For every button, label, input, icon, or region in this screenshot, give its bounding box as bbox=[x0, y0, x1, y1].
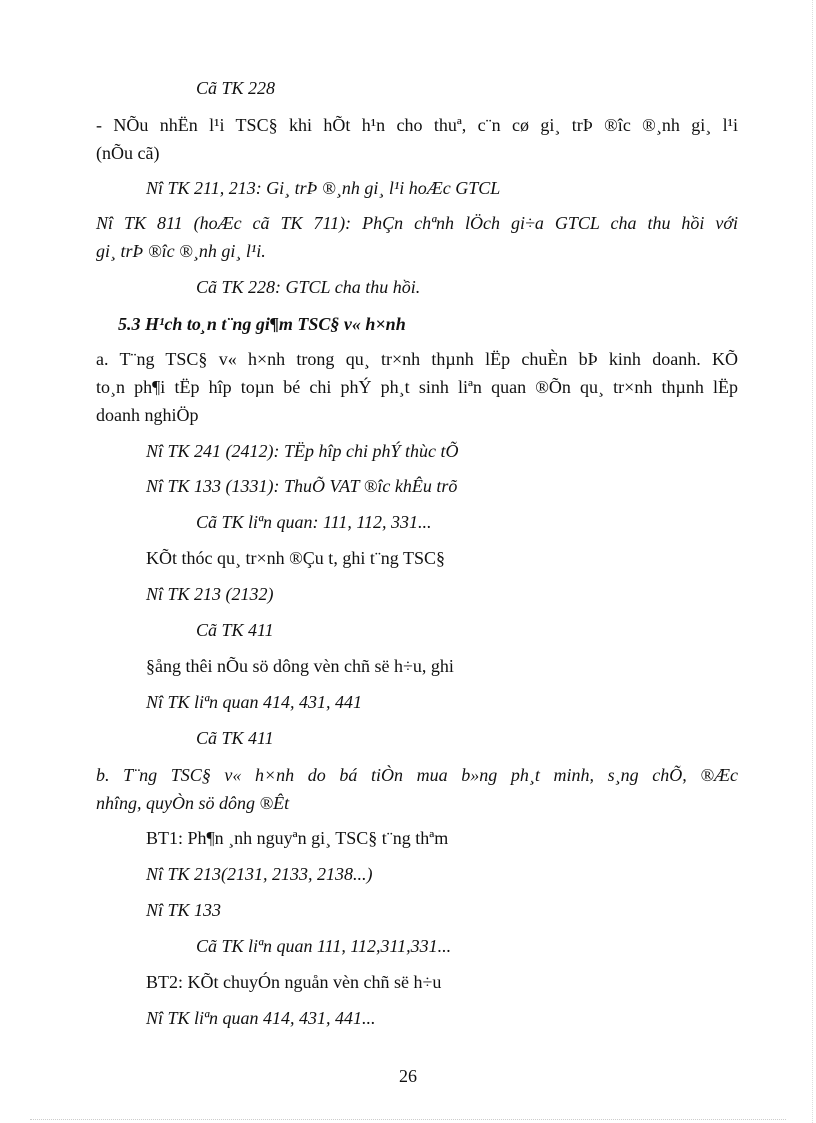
text-line: Cã TK liªn quan: 111, 112, 331... bbox=[196, 512, 432, 532]
text-line: (nÕu cã) bbox=[96, 143, 160, 163]
text-line: Nî TK 811 (hoÆc cã TK 711): PhÇn chªnh lÖch gi÷a GTCL cha thu hồi với bbox=[96, 213, 738, 233]
text-line: Cã TK 411 bbox=[196, 728, 274, 748]
text-line: Nî TK 211, 213: Gi¸ trÞ ®¸nh gi¸ l¹i hoÆc GTCL bbox=[146, 178, 501, 198]
text-line: Nî TK 241 (2412): TËp hîp chi phÝ thùc tÕ bbox=[146, 441, 459, 461]
text-line: a. T¨ng TSC§ v« h×nh trong qu¸ tr×nh thµnh lËp chuÈn bÞ kinh doanh. KÕ bbox=[96, 349, 738, 369]
text-line: b. T¨ng TSC§ v« h×nh do bá tiÒn mua b»ng ph¸t minh, s¸ng chÕ, ®Æc bbox=[96, 765, 738, 785]
paragraph bbox=[96, 345, 738, 429]
text-line: §ång thêi nÕu sö dông vèn chñ së h÷u, ghi bbox=[146, 656, 454, 676]
page-right-divider bbox=[812, 0, 813, 1123]
page-bottom-divider bbox=[30, 1119, 786, 1120]
text-line: Nî TK liªn quan 414, 431, 441... bbox=[146, 1008, 376, 1028]
text-line: to¸n ph¶i tËp hîp toµn bé chi phÝ ph¸t sinh liªn quan ®Õn qu¸ tr×nh thµnh lËp bbox=[96, 377, 738, 397]
text-line: BT2: KÕt chuyÓn nguån vèn chñ së h÷u bbox=[146, 972, 442, 992]
text-line: KÕt thóc qu¸ tr×nh ®Çu t, ghi t¨ng TSC§ bbox=[146, 548, 445, 568]
section-heading: 5.3 H¹ch to¸n t¨ng gi¶m TSC§ v« h×nh bbox=[118, 314, 406, 334]
page-number: 26 bbox=[399, 1066, 417, 1086]
text-line: Nî TK 213(2131, 2133, 2138...) bbox=[146, 864, 373, 884]
paragraph bbox=[96, 761, 738, 817]
text-line: - NÕu nhËn l¹i TSC§ khi hÕt h¹n cho thuª, c¨n cø gi¸ trÞ ®îc ®¸nh gi¸ l¹i bbox=[96, 115, 738, 135]
text-line: doanh nghiÖp bbox=[96, 405, 199, 425]
text-line: Cã TK 228: GTCL cha thu hồi. bbox=[196, 277, 421, 297]
paragraph bbox=[96, 111, 738, 167]
text-line: Nî TK liªn quan 414, 431, 441 bbox=[146, 692, 362, 712]
text-line: Nî TK 213 (2132) bbox=[146, 584, 274, 604]
text-line: Cã TK liªn quan 111, 112,311,331... bbox=[196, 936, 452, 956]
paragraph bbox=[96, 209, 738, 265]
text-line: gi¸ trÞ ®îc ®¸nh gi¸ l¹i. bbox=[96, 241, 266, 261]
text-line: Nî TK 133 bbox=[146, 900, 222, 920]
text-line: Cã TK 411 bbox=[196, 620, 274, 640]
text-line: Cã TK 228 bbox=[196, 78, 276, 98]
text-line: Nî TK 133 (1331): ThuÕ VAT ®îc khÊu trõ bbox=[146, 476, 458, 496]
text-line: BT1: Ph¶n ¸nh nguyªn gi¸ TSC§ t¨ng thªm bbox=[146, 828, 449, 848]
text-line: nhîng, quyÒn sö dông ®Êt bbox=[96, 793, 290, 813]
